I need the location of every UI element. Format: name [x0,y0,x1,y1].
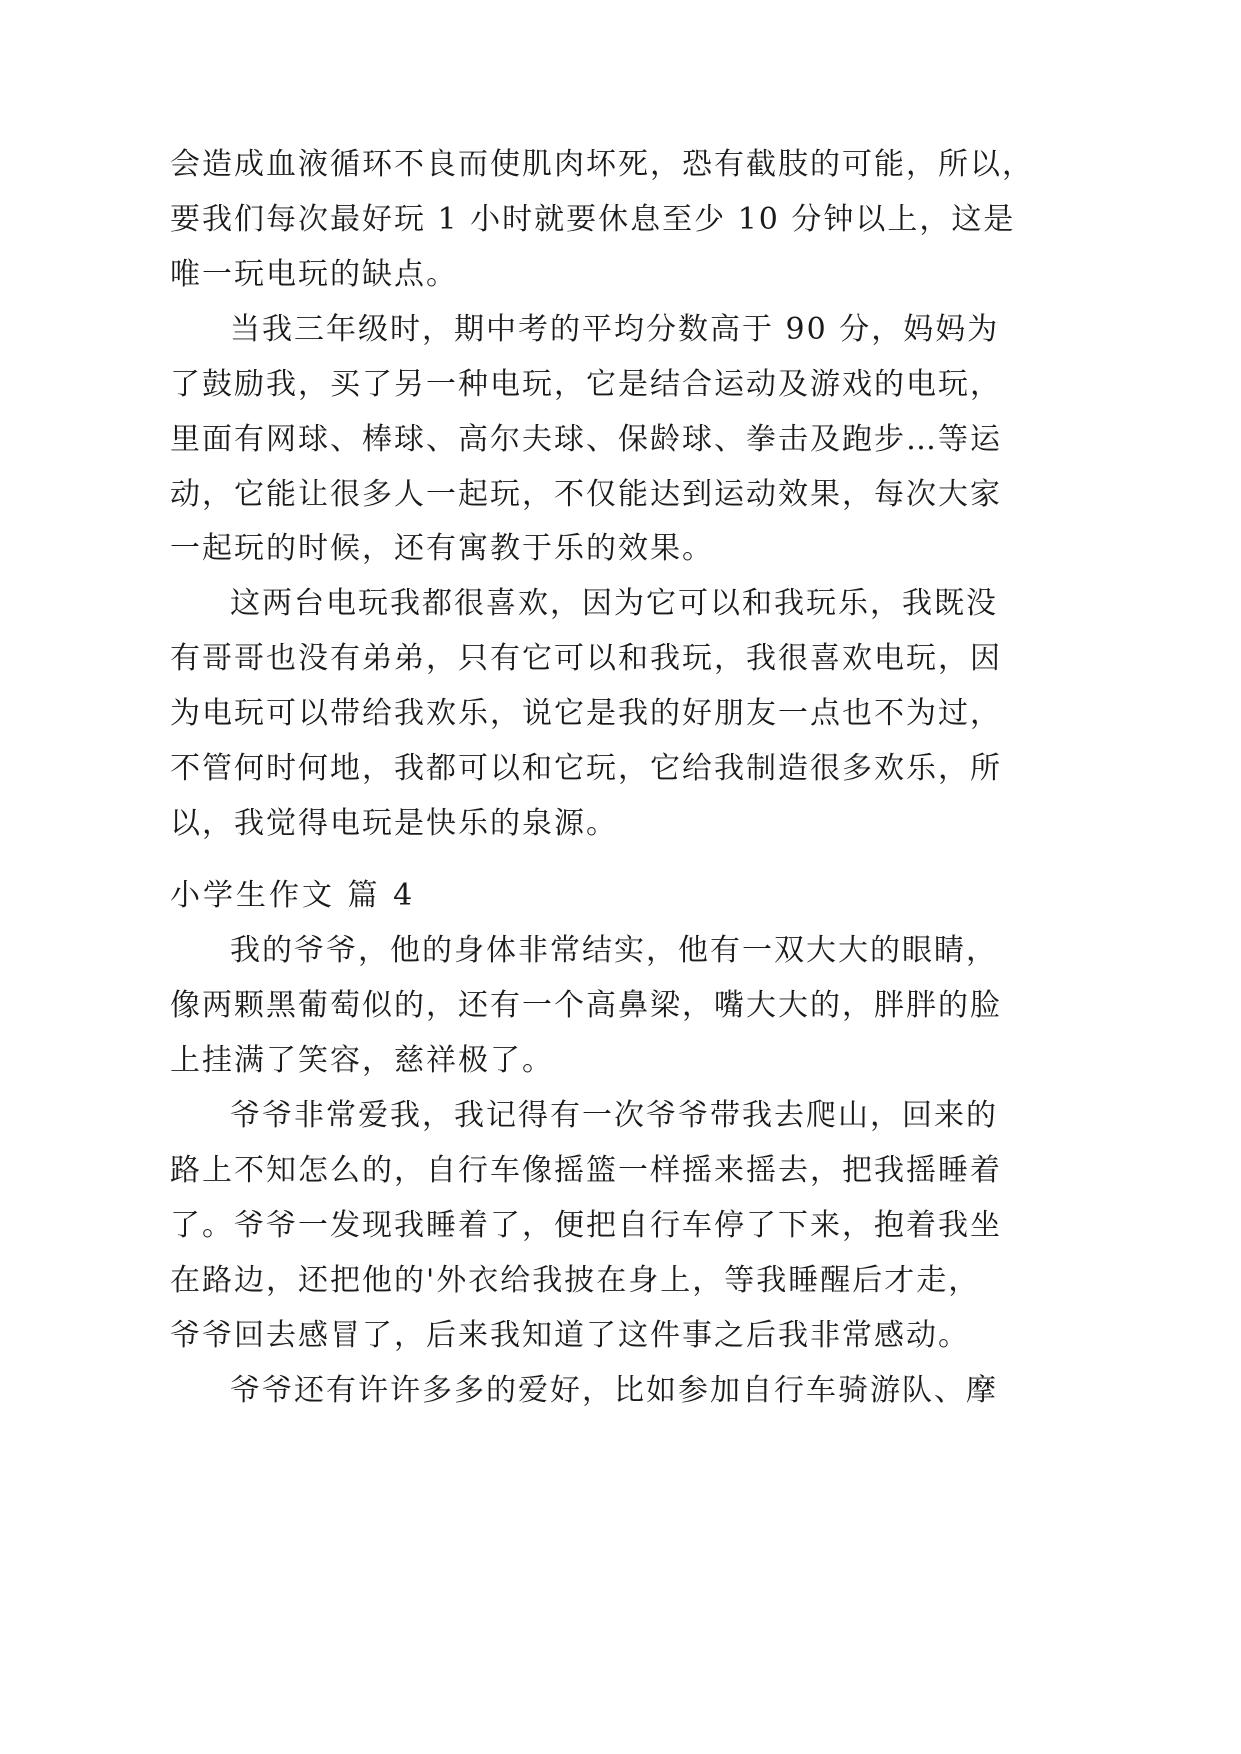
text-line: 有哥哥也没有弟弟，只有它可以和我玩，我很喜欢电玩，因 [170,641,1002,676]
text-line: 爷爷非常爱我，我记得有一次爷爷带我去爬山，回来的 [230,1098,998,1133]
text-line: 以，我觉得电玩是快乐的泉源。 [170,806,618,841]
text-line: 不管何时何地，我都可以和它玩，它给我制造很多欢乐，所 [170,751,1002,786]
text-line: 里面有网球、棒球、高尔夫球、保龄球、拳击及跑步…等运 [170,422,1002,457]
text-line: 爷爷回去感冒了，后来我知道了这件事之后我非常感动。 [170,1318,970,1353]
text-line: 上挂满了笑容，慈祥极了。 [170,1043,554,1078]
text-line: 了鼓励我，买了另一种电玩，它是结合运动及游戏的电玩， [170,367,1002,402]
text-line: 会造成血液循环不良而使肌肉坏死，恐有截肢的可能，所以， [170,147,1034,182]
text-line: 了。爷爷一发现我睡着了，便把自行车停了下来，抱着我坐 [170,1208,1002,1243]
text-line: 路上不知怎么的，自行车像摇篮一样摇来摇去，把我摇睡着 [170,1153,1002,1188]
text-line: 为电玩可以带给我欢乐，说它是我的好朋友一点也不为过， [170,696,1002,731]
section-heading: 小学生作文 篇 4 [170,878,416,913]
text-line: 要我们每次最好玩 1 小时就要休息至少 10 分钟以上，这是 [170,202,1016,237]
text-line: 爷爷还有许许多多的爱好，比如参加自行车骑游队、摩 [230,1373,998,1408]
text-line: 唯一玩电玩的缺点。 [170,257,458,292]
text-line: 我的爷爷，他的身体非常结实，他有一双大大的眼睛， [230,933,998,968]
text-line: 这两台电玩我都很喜欢，因为它可以和我玩乐，我既没 [230,586,998,621]
text-line: 一起玩的时候，还有寓教于乐的效果。 [170,531,714,566]
text-line: 动，它能让很多人一起玩，不仅能达到运动效果，每次大家 [170,477,1002,512]
text-line: 像两颗黑葡萄似的，还有一个高鼻梁，嘴大大的，胖胖的脸 [170,988,1002,1023]
text-line: 当我三年级时，期中考的平均分数高于 90 分，妈妈为 [230,312,1000,347]
text-line: 在路边，还把他的'外衣给我披在身上，等我睡醒后才走， [170,1263,981,1298]
